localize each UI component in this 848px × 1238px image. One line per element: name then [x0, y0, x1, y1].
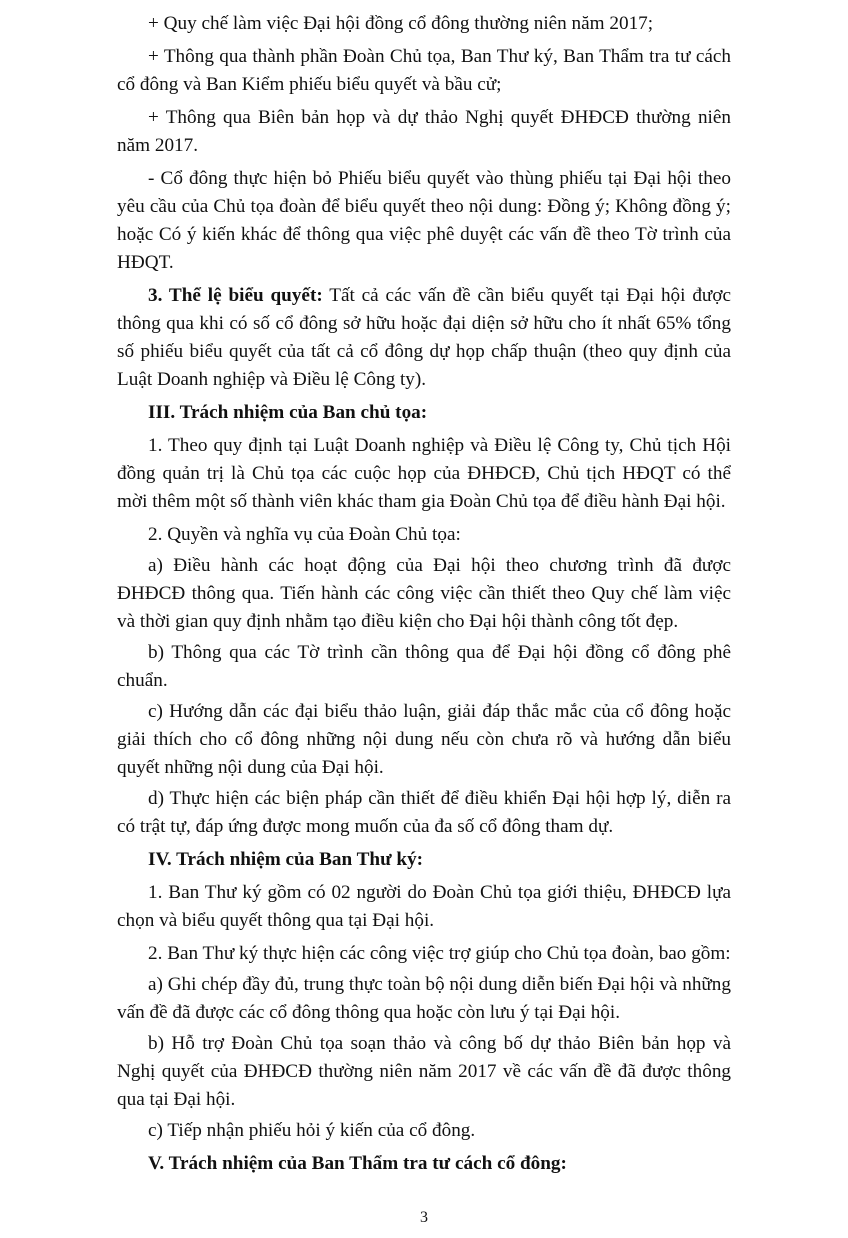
- paragraph-text: đề đã được các cổ đông thông qua hoặc còn lưu ý tại Đại hội.: [149, 1002, 621, 1023]
- voting-rules-paragraph: [117, 282, 731, 394]
- paragraph-text: 1. Theo quy định tại Luật Doanh nghiệp và Điều lệ Công ty, Chủ tịch Hội đồng: [117, 435, 731, 484]
- paragraph: [117, 698, 731, 782]
- paragraph: [117, 432, 731, 516]
- paragraph-text: nhằm tạo điều kiện cho Đại hội thành công tốt đẹp.: [285, 611, 679, 632]
- paragraph-text: dung của Đại hội.: [247, 757, 384, 778]
- paragraph-text: biểu quyết thông qua tại Đại hội.: [182, 910, 435, 931]
- paragraph-text: thành viên khác tham gia Đoàn Chủ tọa để điều hành Đại hội.: [251, 491, 726, 512]
- paragraph: [117, 165, 731, 277]
- paragraph-text: của ĐHĐCĐ thường niên năm 2017 về các vấn đề đã được thông qua tại Đại hội.: [117, 1061, 732, 1110]
- paragraph-text: + Quy chế làm việc Đại hội đồng cổ đông thường niên năm 2017;: [148, 13, 654, 34]
- paragraph: [117, 971, 731, 1027]
- paragraph: [117, 639, 731, 695]
- paragraph-text: khi có số cổ đông sở hữu hoặc đại diện sở hữu cho ít nhất 65% tổng số phiếu biểu quyết: [117, 313, 731, 362]
- paragraph-text: tự, đáp ứng được mong muốn của đa số cổ đông tham dự.: [170, 816, 614, 837]
- paragraph-text: của Chủ tọa đoàn để biểu quyết theo nội dung: Đồng ý; Không đồng ý; hoặc Có ý kiến: [117, 196, 731, 245]
- paragraph: [117, 879, 731, 935]
- paragraph-text: a) Ghi chép đầy đủ, trung thực toàn bộ nội dung diễn biến Đại hội và những vấn: [117, 974, 731, 1023]
- paragraph-text: của tất cả cổ đông dự họp chấp thuận (theo quy định của Luật Doanh nghiệp và Điều lệ: [117, 341, 731, 390]
- paragraph-text: + Thông qua Biên bản họp và dự thảo Nghị quyết ĐHĐCĐ thường niên năm: [117, 107, 731, 156]
- paragraph-text: - Cổ đông thực hiện bỏ Phiếu biểu quyết vào thùng phiếu tại Đại hội theo yêu cầu: [117, 168, 731, 217]
- paragraph-text: b) Hỗ trợ Đoàn Chủ tọa soạn thảo và công bố dự thảo Biên bản họp và Nghị quyết: [117, 1033, 731, 1082]
- section-heading-v: V. Trách nhiệm của Ban Thẩm tra tư cách cổ đông:: [148, 1153, 567, 1174]
- paragraph-text: c) Tiếp nhận phiếu hỏi ý kiến của cổ đông.: [148, 1120, 476, 1141]
- paragraph: [117, 43, 731, 99]
- paragraph-text: Công ty).: [353, 369, 427, 390]
- paragraph: [117, 940, 731, 968]
- paragraph: [117, 10, 731, 38]
- paragraph-text: 2017.: [154, 135, 199, 156]
- paragraph-text: a) Điều hành các hoạt động của Đại hội theo chương trình đã được ĐHĐCĐ thông: [117, 555, 731, 604]
- paragraph-text: qua. Tiến hành các công việc cần thiết theo Quy chế làm việc và thời gian quy định: [117, 583, 732, 632]
- section-heading-iv: IV. Trách nhiệm của Ban Thư ký:: [148, 849, 424, 870]
- paragraph-text: khác để thông qua việc phê duyệt các vấn đề theo Tờ trình của HĐQT.: [117, 224, 731, 273]
- paragraph-text: b) Thông qua các Tờ trình cần thông qua để Đại hội đồng cổ đông phê chuẩn.: [117, 642, 731, 691]
- paragraph-text: Tất cả các vấn đề cần biểu quyết tại Đại hội được thông qua: [117, 285, 731, 334]
- paragraph: [117, 1030, 731, 1114]
- paragraph-text: 1. Ban Thư ký gồm có 02 người do Đoàn Chủ tọa giới thiệu, ĐHĐCĐ lựa chọn và: [117, 882, 731, 931]
- paragraph: [117, 521, 731, 549]
- paragraph-text: c) Hướng dẫn các đại biểu thảo luận, giải đáp thắc mắc của cổ đông hoặc giải: [117, 701, 731, 750]
- paragraph-text: quản trị là Chủ tọa các cuộc họp của ĐHĐCĐ, Chủ tịch HĐQT có thể mời thêm một số: [117, 463, 732, 512]
- paragraph: [117, 104, 731, 160]
- paragraph-text: + Thông qua thành phần Đoàn Chủ tọa, Ban Thư ký, Ban Thẩm tra tư cách cổ: [117, 46, 731, 95]
- paragraph-text: d) Thực hiện các biện pháp cần thiết để điều khiển Đại hội hợp lý, diễn ra có trật: [117, 788, 731, 837]
- paragraph: [117, 1117, 731, 1145]
- paragraph-text: đông và Ban Kiểm phiếu biểu quyết và bầu cử;: [139, 74, 502, 95]
- paragraph: [117, 552, 731, 636]
- paragraph-text: 2. Ban Thư ký thực hiện các công việc trợ giúp cho Chủ tọa đoàn, bao gồm:: [148, 943, 731, 964]
- voting-rules-label: 3. Thể lệ biểu quyết:: [148, 285, 323, 306]
- paragraph-text: 2. Quyền và nghĩa vụ của Đoàn Chủ tọa:: [148, 524, 461, 545]
- paragraph: [117, 785, 731, 841]
- page-number: 3: [420, 1209, 428, 1226]
- section-heading-iii: III. Trách nhiệm của Ban chủ tọa:: [148, 402, 428, 423]
- paragraph-text: thích cho cổ đông những nội dung nếu còn chưa rõ và hướng dẫn biểu quyết những nội: [117, 729, 732, 778]
